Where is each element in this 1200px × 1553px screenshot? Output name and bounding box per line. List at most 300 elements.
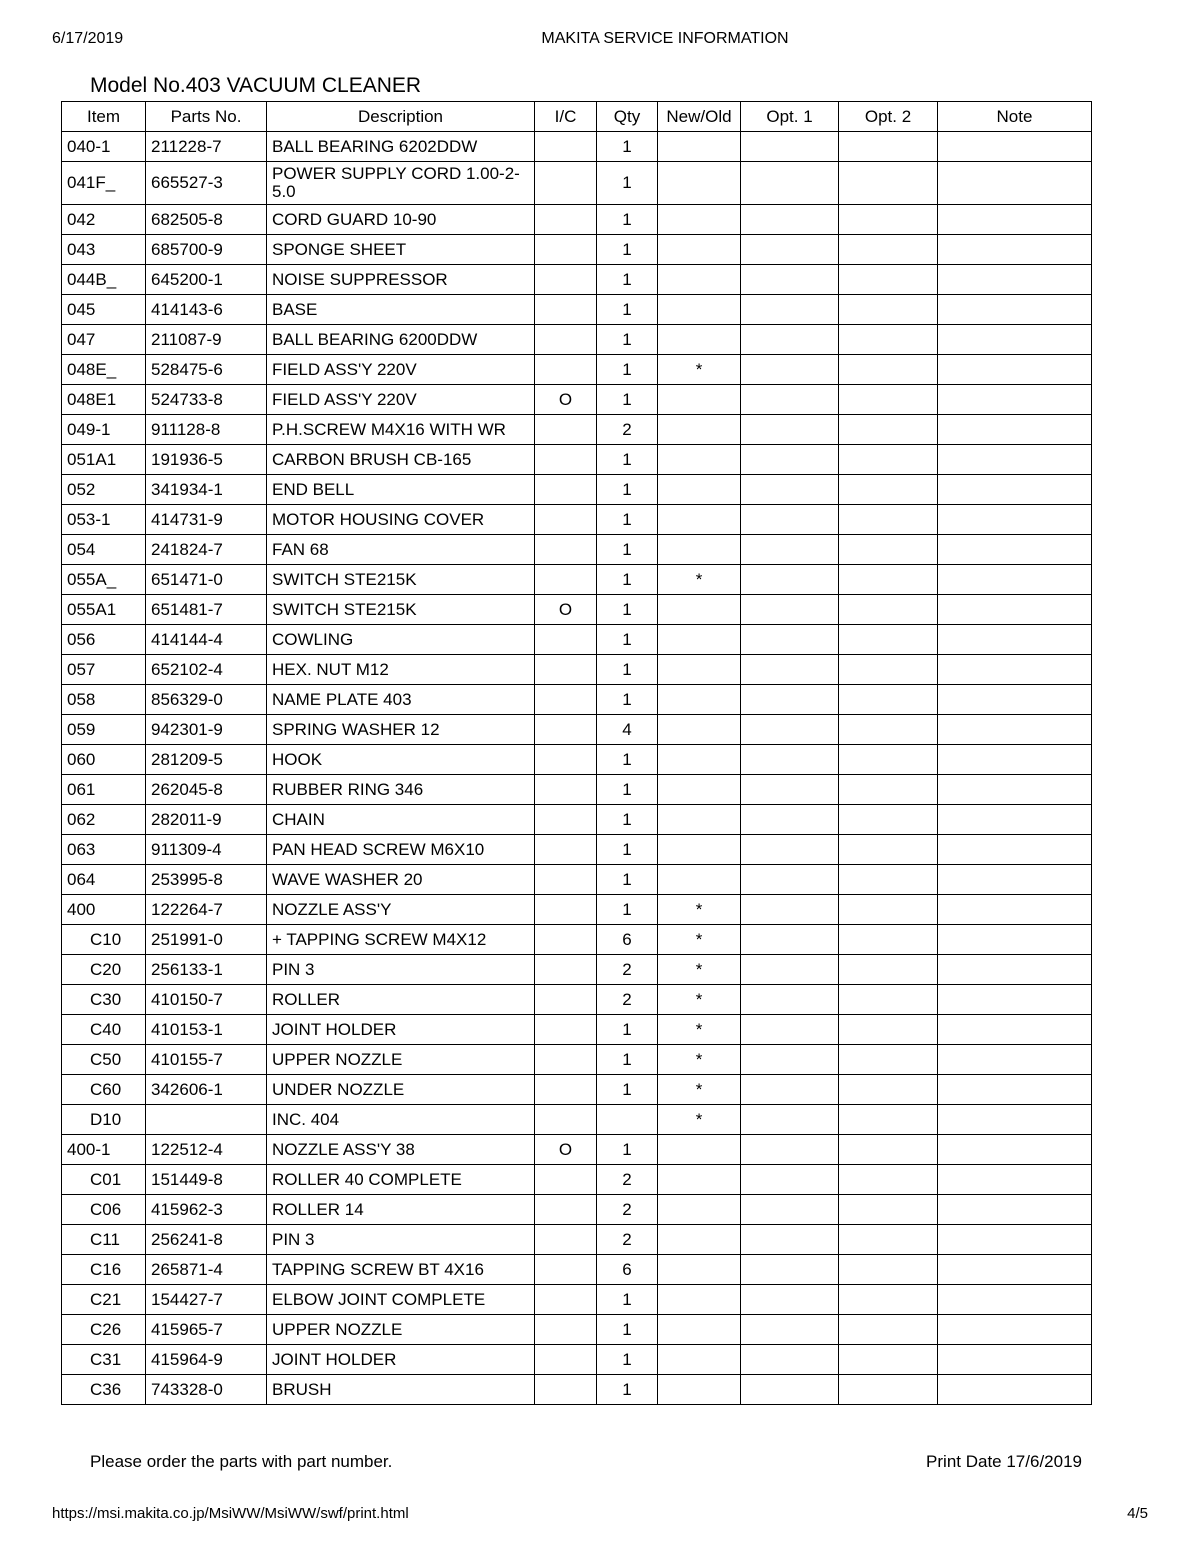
- cell-description: RUBBER RING 346: [267, 775, 535, 805]
- cell-item: 056: [62, 625, 146, 655]
- cell-parts-no: 856329-0: [146, 685, 267, 715]
- cell-description: BALL BEARING 6202DDW: [267, 132, 535, 162]
- cell-opt1: [741, 1255, 839, 1285]
- cell-ic: [535, 325, 597, 355]
- cell-parts-no: 282011-9: [146, 805, 267, 835]
- cell-note: [938, 1195, 1092, 1225]
- cell-qty: 2: [597, 1225, 658, 1255]
- cell-new-old: [658, 505, 741, 535]
- cell-new-old: [658, 865, 741, 895]
- cell-note: [938, 132, 1092, 162]
- table-row: [62, 1345, 1092, 1375]
- cell-description: INC. 404: [267, 1105, 535, 1135]
- cell-opt1: [741, 715, 839, 745]
- cell-description: NOISE SUPPRESSOR: [267, 265, 535, 295]
- table-row: [62, 415, 1092, 445]
- cell-parts-no: 410153-1: [146, 1015, 267, 1045]
- cell-qty: 1: [597, 162, 658, 205]
- cell-opt1: [741, 685, 839, 715]
- cell-opt1: [741, 1375, 839, 1405]
- cell-description: SWITCH STE215K: [267, 595, 535, 625]
- cell-item: C60: [62, 1075, 146, 1105]
- cell-item: 041F_: [62, 162, 146, 205]
- cell-opt1: [741, 235, 839, 265]
- cell-new-old: [658, 625, 741, 655]
- cell-parts-no: 524733-8: [146, 385, 267, 415]
- cell-qty: 4: [597, 715, 658, 745]
- table-row: [62, 1315, 1092, 1345]
- cell-item: 059: [62, 715, 146, 745]
- cell-item: 042: [62, 205, 146, 235]
- cell-qty: 1: [597, 325, 658, 355]
- cell-opt2: [839, 1315, 938, 1345]
- cell-qty: 1: [597, 1015, 658, 1045]
- cell-parts-no: 341934-1: [146, 475, 267, 505]
- cell-qty: 1: [597, 1135, 658, 1165]
- cell-note: [938, 1015, 1092, 1045]
- cell-ic: [535, 132, 597, 162]
- cell-qty: 1: [597, 565, 658, 595]
- cell-opt1: [741, 1345, 839, 1375]
- cell-parts-no: 211228-7: [146, 132, 267, 162]
- cell-description: BASE: [267, 295, 535, 325]
- cell-ic: [535, 235, 597, 265]
- cell-parts-no: 265871-4: [146, 1255, 267, 1285]
- cell-ic: [535, 1075, 597, 1105]
- column-header-opt1: Opt. 1: [741, 102, 839, 132]
- cell-ic: [535, 295, 597, 325]
- cell-ic: [535, 1195, 597, 1225]
- cell-note: [938, 745, 1092, 775]
- cell-opt1: [741, 595, 839, 625]
- cell-opt1: [741, 1045, 839, 1075]
- cell-qty: 1: [597, 595, 658, 625]
- cell-note: [938, 385, 1092, 415]
- table-row: [62, 295, 1092, 325]
- cell-new-old: *: [658, 985, 741, 1015]
- cell-qty: 2: [597, 415, 658, 445]
- cell-description: ROLLER 40 COMPLETE: [267, 1165, 535, 1195]
- cell-ic: [535, 1045, 597, 1075]
- cell-new-old: [658, 715, 741, 745]
- cell-description: POWER SUPPLY CORD 1.00-2-5.0: [267, 162, 535, 205]
- cell-note: [938, 955, 1092, 985]
- cell-item: C21: [62, 1285, 146, 1315]
- cell-description: NOZZLE ASS'Y: [267, 895, 535, 925]
- cell-note: [938, 865, 1092, 895]
- cell-description: CARBON BRUSH CB-165: [267, 445, 535, 475]
- cell-new-old: [658, 1255, 741, 1285]
- cell-parts-no: 262045-8: [146, 775, 267, 805]
- cell-opt2: [839, 475, 938, 505]
- cell-new-old: *: [658, 925, 741, 955]
- cell-ic: [535, 265, 597, 295]
- cell-opt2: [839, 265, 938, 295]
- cell-opt2: [839, 1195, 938, 1225]
- cell-ic: [535, 895, 597, 925]
- print-date: Print Date 17/6/2019: [926, 1452, 1082, 1471]
- cell-opt1: [741, 205, 839, 235]
- cell-item: 043: [62, 235, 146, 265]
- cell-opt1: [741, 565, 839, 595]
- cell-opt2: [839, 565, 938, 595]
- cell-note: [938, 655, 1092, 685]
- cell-ic: [535, 1165, 597, 1195]
- cell-note: [938, 355, 1092, 385]
- cell-item: 063: [62, 835, 146, 865]
- cell-opt1: [741, 295, 839, 325]
- cell-parts-no: 154427-7: [146, 1285, 267, 1315]
- cell-new-old: [658, 775, 741, 805]
- cell-parts-no: 251991-0: [146, 925, 267, 955]
- cell-opt1: [741, 1165, 839, 1195]
- cell-ic: [535, 535, 597, 565]
- cell-item: 058: [62, 685, 146, 715]
- cell-opt2: [839, 595, 938, 625]
- cell-description: FAN 68: [267, 535, 535, 565]
- cell-description: END BELL: [267, 475, 535, 505]
- table-row: [62, 565, 1092, 595]
- cell-opt2: [839, 865, 938, 895]
- table-row: [62, 535, 1092, 565]
- cell-item: 048E1: [62, 385, 146, 415]
- cell-opt1: [741, 1075, 839, 1105]
- cell-description: UNDER NOZZLE: [267, 1075, 535, 1105]
- table-row: [62, 595, 1092, 625]
- parts-table-body: [62, 132, 1092, 1405]
- cell-new-old: [658, 132, 741, 162]
- column-header-opt2: Opt. 2: [839, 102, 938, 132]
- cell-qty: 1: [597, 775, 658, 805]
- parts-table: [61, 101, 1092, 1405]
- cell-item: 052: [62, 475, 146, 505]
- cell-item: 064: [62, 865, 146, 895]
- cell-qty: 2: [597, 985, 658, 1015]
- column-header-description: Description: [267, 102, 535, 132]
- table-row: [62, 655, 1092, 685]
- cell-opt2: [839, 1285, 938, 1315]
- cell-qty: 1: [597, 1045, 658, 1075]
- cell-description: COWLING: [267, 625, 535, 655]
- cell-item: 049-1: [62, 415, 146, 445]
- cell-description: PAN HEAD SCREW M6X10: [267, 835, 535, 865]
- cell-opt2: [839, 805, 938, 835]
- cell-item: 400: [62, 895, 146, 925]
- cell-opt2: [839, 295, 938, 325]
- cell-ic: O: [535, 595, 597, 625]
- cell-ic: [535, 805, 597, 835]
- cell-ic: [535, 475, 597, 505]
- cell-opt2: [839, 415, 938, 445]
- cell-opt2: [839, 235, 938, 265]
- cell-parts-no: 415964-9: [146, 1345, 267, 1375]
- cell-qty: 1: [597, 265, 658, 295]
- cell-new-old: [658, 475, 741, 505]
- cell-qty: 1: [597, 1285, 658, 1315]
- cell-description: CHAIN: [267, 805, 535, 835]
- table-row: [62, 895, 1092, 925]
- cell-note: [938, 1255, 1092, 1285]
- cell-description: NOZZLE ASS'Y 38: [267, 1135, 535, 1165]
- cell-qty: 1: [597, 132, 658, 162]
- cell-parts-no: 415965-7: [146, 1315, 267, 1345]
- table-row: [62, 132, 1092, 162]
- cell-item: C40: [62, 1015, 146, 1045]
- table-row: [62, 835, 1092, 865]
- table-row: [62, 1015, 1092, 1045]
- cell-new-old: [658, 1165, 741, 1195]
- cell-opt2: [839, 955, 938, 985]
- order-note: Please order the parts with part number.: [90, 1452, 393, 1471]
- cell-item: C26: [62, 1315, 146, 1345]
- cell-ic: [535, 1345, 597, 1375]
- table-row: [62, 385, 1092, 415]
- cell-ic: [535, 1105, 597, 1135]
- cell-new-old: [658, 295, 741, 325]
- cell-qty: 1: [597, 745, 658, 775]
- cell-opt2: [839, 325, 938, 355]
- cell-ic: [535, 865, 597, 895]
- cell-parts-no: 256133-1: [146, 955, 267, 985]
- cell-parts-no: 414143-6: [146, 295, 267, 325]
- cell-opt2: [839, 162, 938, 205]
- cell-note: [938, 1075, 1092, 1105]
- cell-ic: [535, 685, 597, 715]
- table-row: [62, 745, 1092, 775]
- cell-parts-no: 253995-8: [146, 865, 267, 895]
- cell-item: C36: [62, 1375, 146, 1405]
- cell-parts-no: 415962-3: [146, 1195, 267, 1225]
- cell-item: C01: [62, 1165, 146, 1195]
- cell-opt2: [839, 1375, 938, 1405]
- cell-opt1: [741, 775, 839, 805]
- cell-new-old: *: [658, 1075, 741, 1105]
- header-date: 6/17/2019: [52, 30, 124, 47]
- table-row: [62, 1375, 1092, 1405]
- cell-opt2: [839, 775, 938, 805]
- cell-new-old: [658, 835, 741, 865]
- cell-opt1: [741, 835, 839, 865]
- cell-opt1: [741, 745, 839, 775]
- cell-opt2: [839, 835, 938, 865]
- model-title: Model No.403 VACUUM CLEANER: [90, 74, 422, 97]
- cell-note: [938, 835, 1092, 865]
- table-header-row: [62, 102, 1092, 132]
- cell-parts-no: 191936-5: [146, 445, 267, 475]
- cell-qty: 2: [597, 1195, 658, 1225]
- cell-description: BALL BEARING 6200DDW: [267, 325, 535, 355]
- cell-qty: 1: [597, 205, 658, 235]
- cell-ic: [535, 715, 597, 745]
- cell-note: [938, 235, 1092, 265]
- cell-qty: 1: [597, 1315, 658, 1345]
- cell-ic: [535, 1015, 597, 1045]
- table-row: [62, 805, 1092, 835]
- cell-qty: 1: [597, 505, 658, 535]
- cell-parts-no: 151449-8: [146, 1165, 267, 1195]
- cell-description: HEX. NUT M12: [267, 655, 535, 685]
- cell-qty: 1: [597, 895, 658, 925]
- cell-new-old: [658, 685, 741, 715]
- cell-parts-no: 743328-0: [146, 1375, 267, 1405]
- cell-note: [938, 625, 1092, 655]
- cell-parts-no: 256241-8: [146, 1225, 267, 1255]
- cell-description: JOINT HOLDER: [267, 1345, 535, 1375]
- cell-item: 054: [62, 535, 146, 565]
- cell-note: [938, 1345, 1092, 1375]
- cell-opt2: [839, 205, 938, 235]
- cell-opt1: [741, 355, 839, 385]
- cell-ic: [535, 1255, 597, 1285]
- cell-description: ROLLER 14: [267, 1195, 535, 1225]
- cell-description: + TAPPING SCREW M4X12: [267, 925, 535, 955]
- cell-opt2: [839, 925, 938, 955]
- cell-opt2: [839, 625, 938, 655]
- cell-item: 055A_: [62, 565, 146, 595]
- cell-description: WAVE WASHER 20: [267, 865, 535, 895]
- cell-note: [938, 775, 1092, 805]
- cell-new-old: [658, 595, 741, 625]
- table-row: [62, 355, 1092, 385]
- cell-item: 040-1: [62, 132, 146, 162]
- table-row: [62, 1105, 1092, 1135]
- cell-item: 400-1: [62, 1135, 146, 1165]
- cell-opt1: [741, 985, 839, 1015]
- cell-opt2: [839, 1075, 938, 1105]
- cell-new-old: [658, 745, 741, 775]
- cell-item: D10: [62, 1105, 146, 1135]
- cell-opt1: [741, 445, 839, 475]
- cell-qty: 1: [597, 625, 658, 655]
- cell-parts-no: 651481-7: [146, 595, 267, 625]
- table-row: [62, 685, 1092, 715]
- cell-opt2: [839, 505, 938, 535]
- cell-qty: 1: [597, 805, 658, 835]
- cell-item: 060: [62, 745, 146, 775]
- cell-qty: 6: [597, 925, 658, 955]
- cell-opt1: [741, 1105, 839, 1135]
- cell-ic: [535, 1285, 597, 1315]
- cell-qty: 1: [597, 355, 658, 385]
- table-row: [62, 505, 1092, 535]
- cell-parts-no: 911128-8: [146, 415, 267, 445]
- cell-note: [938, 1315, 1092, 1345]
- cell-parts-no: 682505-8: [146, 205, 267, 235]
- cell-item: C16: [62, 1255, 146, 1285]
- cell-ic: [535, 925, 597, 955]
- cell-note: [938, 925, 1092, 955]
- cell-ic: [535, 1315, 597, 1345]
- table-row: [62, 162, 1092, 205]
- cell-note: [938, 985, 1092, 1015]
- cell-description: BRUSH: [267, 1375, 535, 1405]
- cell-note: [938, 1135, 1092, 1165]
- cell-opt2: [839, 132, 938, 162]
- cell-opt2: [839, 1345, 938, 1375]
- header-title: MAKITA SERVICE INFORMATION: [541, 30, 789, 47]
- table-row: [62, 445, 1092, 475]
- cell-ic: [535, 565, 597, 595]
- page-number: 4/5: [1127, 1505, 1148, 1522]
- cell-parts-no: 241824-7: [146, 535, 267, 565]
- cell-ic: [535, 505, 597, 535]
- cell-qty: 1: [597, 1075, 658, 1105]
- cell-ic: [535, 655, 597, 685]
- cell-qty: 1: [597, 475, 658, 505]
- cell-new-old: [658, 1195, 741, 1225]
- table-row: [62, 625, 1092, 655]
- cell-new-old: [658, 805, 741, 835]
- table-row: [62, 715, 1092, 745]
- cell-opt1: [741, 805, 839, 835]
- cell-ic: [535, 745, 597, 775]
- cell-opt1: [741, 1195, 839, 1225]
- cell-ic: [535, 835, 597, 865]
- cell-note: [938, 1165, 1092, 1195]
- cell-opt1: [741, 535, 839, 565]
- cell-parts-no: 122264-7: [146, 895, 267, 925]
- cell-description: P.H.SCREW M4X16 WITH WR: [267, 415, 535, 445]
- cell-item: C06: [62, 1195, 146, 1225]
- table-row: [62, 865, 1092, 895]
- cell-parts-no: 211087-9: [146, 325, 267, 355]
- table-row: [62, 325, 1092, 355]
- cell-opt2: [839, 655, 938, 685]
- cell-parts-no: 942301-9: [146, 715, 267, 745]
- cell-opt1: [741, 895, 839, 925]
- cell-new-old: [658, 445, 741, 475]
- cell-new-old: *: [658, 355, 741, 385]
- table-row: [62, 1225, 1092, 1255]
- cell-new-old: [658, 1345, 741, 1375]
- cell-item: C10: [62, 925, 146, 955]
- cell-qty: 1: [597, 835, 658, 865]
- cell-new-old: [658, 535, 741, 565]
- cell-description: SPRING WASHER 12: [267, 715, 535, 745]
- cell-description: MOTOR HOUSING COVER: [267, 505, 535, 535]
- cell-parts-no: 414731-9: [146, 505, 267, 535]
- cell-opt2: [839, 685, 938, 715]
- cell-ic: [535, 162, 597, 205]
- cell-note: [938, 895, 1092, 925]
- cell-parts-no: 652102-4: [146, 655, 267, 685]
- cell-parts-no: 410155-7: [146, 1045, 267, 1075]
- cell-new-old: [658, 325, 741, 355]
- table-row: [62, 235, 1092, 265]
- cell-opt2: [839, 1015, 938, 1045]
- cell-opt1: [741, 1135, 839, 1165]
- cell-description: FIELD ASS'Y 220V: [267, 355, 535, 385]
- table-row: [62, 955, 1092, 985]
- cell-parts-no: 410150-7: [146, 985, 267, 1015]
- table-row: [62, 1075, 1092, 1105]
- cell-parts-no: 122512-4: [146, 1135, 267, 1165]
- cell-parts-no: 528475-6: [146, 355, 267, 385]
- cell-item: C31: [62, 1345, 146, 1375]
- cell-qty: 1: [597, 235, 658, 265]
- table-row: [62, 925, 1092, 955]
- cell-ic: O: [535, 1135, 597, 1165]
- column-header-qty: Qty: [597, 102, 658, 132]
- cell-opt2: [839, 1255, 938, 1285]
- cell-opt2: [839, 535, 938, 565]
- cell-note: [938, 1375, 1092, 1405]
- cell-parts-no: [146, 1105, 267, 1135]
- cell-description: UPPER NOZZLE: [267, 1315, 535, 1345]
- cell-new-old: [658, 385, 741, 415]
- column-header-item: Item: [62, 102, 146, 132]
- cell-note: [938, 415, 1092, 445]
